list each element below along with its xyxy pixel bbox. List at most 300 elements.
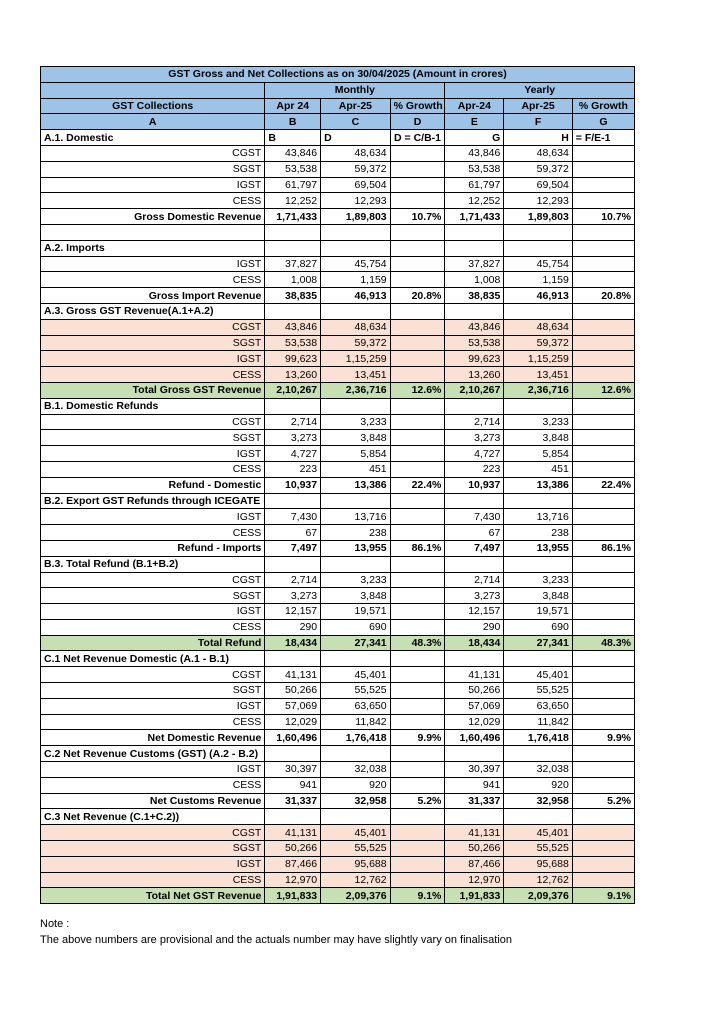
table-title: GST Gross and Net Collections as on 30/04/2025 (Amount in crores)	[41, 67, 635, 83]
growth-cell	[572, 335, 634, 351]
value-cell: 41,131	[265, 667, 321, 683]
table-row	[41, 193, 635, 209]
value-cell: 13,386	[321, 477, 391, 493]
growth-cell	[572, 525, 634, 541]
table-row	[41, 414, 635, 430]
row-label: CGST	[41, 667, 265, 683]
formula-cell	[445, 493, 504, 509]
growth-cell	[390, 145, 445, 161]
formula-cell	[390, 493, 445, 509]
value-cell: 1,15,259	[321, 351, 391, 367]
value-cell: 48,634	[321, 145, 391, 161]
row-label: Gross Domestic Revenue	[41, 209, 265, 225]
row-label: CESS	[41, 461, 265, 477]
value-cell: 32,958	[321, 793, 391, 809]
value-cell: 4,727	[265, 446, 321, 462]
growth-cell: 5.2%	[390, 793, 445, 809]
value-cell: 238	[504, 525, 572, 541]
formula-cell	[321, 303, 391, 319]
monthly-prev-header: Apr 24	[265, 98, 321, 114]
value-cell: 87,466	[265, 856, 321, 872]
row-label: SGST	[41, 841, 265, 857]
value-cell: 1,76,418	[321, 730, 391, 746]
value-cell: 67	[445, 525, 504, 541]
value-cell: 10,937	[445, 477, 504, 493]
growth-cell	[390, 319, 445, 335]
formula-cell	[321, 398, 391, 414]
value-cell: 7,497	[445, 540, 504, 556]
growth-cell	[390, 683, 445, 699]
growth-cell	[390, 335, 445, 351]
value-cell: 12,029	[265, 714, 321, 730]
formula-cell	[265, 746, 321, 762]
formula-cell	[265, 398, 321, 414]
growth-cell: 48.3%	[572, 635, 634, 651]
value-cell: 63,650	[321, 698, 391, 714]
section-header-row	[41, 240, 635, 256]
yearly-cur-header: Apr-25	[504, 98, 572, 114]
value-cell: 13,260	[445, 367, 504, 383]
growth-cell	[572, 604, 634, 620]
growth-cell	[390, 430, 445, 446]
value-cell: 2,09,376	[504, 888, 572, 904]
section-label: B.2. Export GST Refunds through ICEGATE	[41, 493, 265, 509]
value-cell: 3,233	[321, 572, 391, 588]
total-row	[41, 209, 635, 225]
value-cell: 2,714	[265, 572, 321, 588]
row-label: SGST	[41, 430, 265, 446]
value-cell: 41,131	[265, 825, 321, 841]
value-cell: 5,854	[321, 446, 391, 462]
table-row	[41, 335, 635, 351]
value-cell: 1,60,496	[445, 730, 504, 746]
formula-cell	[321, 240, 391, 256]
table-row	[41, 619, 635, 635]
value-cell: 53,538	[445, 161, 504, 177]
value-cell: 1,008	[265, 272, 321, 288]
section-label: B.3. Total Refund (B.1+B.2)	[41, 556, 265, 572]
value-cell: 1,159	[504, 272, 572, 288]
value-cell: 7,497	[265, 540, 321, 556]
row-label: CESS	[41, 872, 265, 888]
growth-cell	[390, 509, 445, 525]
value-cell: 38,835	[445, 288, 504, 304]
growth-cell: 9.1%	[572, 888, 634, 904]
value-cell: 53,538	[265, 161, 321, 177]
formula-cell	[445, 651, 504, 667]
growth-cell	[572, 461, 634, 477]
value-cell: 32,038	[504, 762, 572, 778]
row-label: SGST	[41, 588, 265, 604]
value-cell: 2,714	[445, 414, 504, 430]
total-row	[41, 288, 635, 304]
table-row	[41, 683, 635, 699]
section-label: A.1. Domestic	[41, 130, 265, 146]
value-cell: 45,401	[504, 825, 572, 841]
row-label: IGST	[41, 177, 265, 193]
formula-cell	[265, 493, 321, 509]
row-label: CGST	[41, 825, 265, 841]
growth-cell	[572, 572, 634, 588]
value-cell: 10,937	[265, 477, 321, 493]
growth-cell	[572, 856, 634, 872]
value-cell: 38,835	[265, 288, 321, 304]
growth-cell	[572, 825, 634, 841]
formula-cell	[390, 746, 445, 762]
formula-cell	[572, 746, 634, 762]
growth-cell: 9.1%	[390, 888, 445, 904]
row-label: IGST	[41, 698, 265, 714]
row-label: IGST	[41, 256, 265, 272]
value-cell: 30,397	[445, 762, 504, 778]
value-cell: 61,797	[445, 177, 504, 193]
value-cell: 1,91,833	[445, 888, 504, 904]
growth-cell	[390, 841, 445, 857]
value-cell: 57,069	[265, 698, 321, 714]
growth-cell	[572, 272, 634, 288]
value-cell: 290	[265, 619, 321, 635]
section-label: C.1 Net Revenue Domestic (A.1 - B.1)	[41, 651, 265, 667]
row-label: IGST	[41, 446, 265, 462]
monthly-group-header: Monthly	[265, 82, 445, 98]
growth-cell: 48.3%	[390, 635, 445, 651]
row-label	[41, 224, 265, 240]
formula-cell	[390, 651, 445, 667]
table-row	[41, 825, 635, 841]
table-row	[41, 145, 635, 161]
value-cell: 941	[445, 777, 504, 793]
row-label: CGST	[41, 572, 265, 588]
formula-cell	[572, 398, 634, 414]
section-header-row	[41, 493, 635, 509]
table-row	[41, 762, 635, 778]
growth-cell: 20.8%	[572, 288, 634, 304]
growth-cell	[572, 698, 634, 714]
value-cell: 59,372	[504, 335, 572, 351]
value-cell: 690	[504, 619, 572, 635]
row-label: SGST	[41, 683, 265, 699]
value-cell: 45,401	[321, 667, 391, 683]
formula-cell	[321, 651, 391, 667]
growth-cell	[572, 319, 634, 335]
value-cell: 13,716	[321, 509, 391, 525]
value-cell	[265, 224, 321, 240]
value-cell: 2,10,267	[445, 382, 504, 398]
table-row	[41, 446, 635, 462]
formula-cell	[504, 809, 572, 825]
value-cell: 50,266	[445, 841, 504, 857]
formula-cell: B	[265, 130, 321, 146]
growth-cell	[572, 667, 634, 683]
column-letter: C	[321, 114, 391, 130]
section-label: B.1. Domestic Refunds	[41, 398, 265, 414]
value-cell: 43,846	[265, 145, 321, 161]
value-cell: 12,157	[265, 604, 321, 620]
growth-cell	[572, 872, 634, 888]
growth-cell	[572, 414, 634, 430]
growth-cell	[572, 161, 634, 177]
value-cell: 31,337	[445, 793, 504, 809]
column-letter: F	[504, 114, 572, 130]
row-label: CGST	[41, 319, 265, 335]
growth-cell	[572, 619, 634, 635]
formula-cell	[265, 809, 321, 825]
growth-cell	[390, 604, 445, 620]
column-letter: G	[572, 114, 634, 130]
formula-cell	[265, 240, 321, 256]
growth-cell	[390, 367, 445, 383]
row-label: SGST	[41, 335, 265, 351]
value-cell: 290	[445, 619, 504, 635]
growth-cell	[572, 714, 634, 730]
formula-cell	[572, 809, 634, 825]
table-row	[41, 667, 635, 683]
growth-cell	[390, 256, 445, 272]
formula-cell	[504, 240, 572, 256]
value-cell: 59,372	[321, 335, 391, 351]
growth-cell	[572, 588, 634, 604]
value-cell: 2,09,376	[321, 888, 391, 904]
total-row	[41, 730, 635, 746]
row-label: IGST	[41, 351, 265, 367]
value-cell: 32,958	[504, 793, 572, 809]
growth-cell	[390, 446, 445, 462]
table-row	[41, 841, 635, 857]
growth-cell	[390, 698, 445, 714]
value-cell: 18,434	[445, 635, 504, 651]
formula-cell	[445, 398, 504, 414]
table-row	[41, 161, 635, 177]
column-letter-row	[41, 114, 635, 130]
monthly-growth-header: % Growth	[390, 98, 445, 114]
value-cell: 3,233	[504, 572, 572, 588]
value-cell: 13,386	[504, 477, 572, 493]
growth-cell	[390, 193, 445, 209]
value-cell: 37,827	[445, 256, 504, 272]
value-cell: 7,430	[445, 509, 504, 525]
value-cell: 2,36,716	[321, 382, 391, 398]
row-label: Total Refund	[41, 635, 265, 651]
value-cell: 41,131	[445, 825, 504, 841]
value-cell: 11,842	[504, 714, 572, 730]
value-cell: 1,89,803	[504, 209, 572, 225]
value-cell: 1,76,418	[504, 730, 572, 746]
formula-cell	[321, 746, 391, 762]
growth-cell: 20.8%	[390, 288, 445, 304]
growth-cell: 22.4%	[390, 477, 445, 493]
value-cell: 30,397	[265, 762, 321, 778]
row-label: CGST	[41, 145, 265, 161]
row-label: Refund - Imports	[41, 540, 265, 556]
value-cell: 238	[321, 525, 391, 541]
footnote	[40, 916, 512, 948]
value-cell: 27,341	[504, 635, 572, 651]
value-cell: 43,846	[445, 319, 504, 335]
formula-cell	[504, 651, 572, 667]
value-cell: 55,525	[504, 841, 572, 857]
growth-cell: 9.9%	[572, 730, 634, 746]
formula-cell	[445, 556, 504, 572]
growth-cell: 10.7%	[572, 209, 634, 225]
value-cell: 2,10,267	[265, 382, 321, 398]
value-cell: 1,159	[321, 272, 391, 288]
formula-cell	[445, 303, 504, 319]
growth-cell	[390, 762, 445, 778]
formula-cell	[572, 493, 634, 509]
value-cell: 50,266	[445, 683, 504, 699]
row-label: Total Net GST Revenue	[41, 888, 265, 904]
value-cell: 12,029	[445, 714, 504, 730]
formula-cell	[445, 240, 504, 256]
row-label: Net Domestic Revenue	[41, 730, 265, 746]
value-cell: 7,430	[265, 509, 321, 525]
section-header-row	[41, 398, 635, 414]
value-cell: 12,293	[504, 193, 572, 209]
growth-cell	[390, 351, 445, 367]
growth-cell	[572, 224, 634, 240]
value-cell: 55,525	[504, 683, 572, 699]
section-header-row	[41, 746, 635, 762]
growth-cell: 10.7%	[390, 209, 445, 225]
row-label: Refund - Domestic	[41, 477, 265, 493]
value-cell: 451	[321, 461, 391, 477]
value-cell: 12,293	[321, 193, 391, 209]
growth-cell: 5.2%	[572, 793, 634, 809]
value-cell: 1,008	[445, 272, 504, 288]
value-cell: 1,71,433	[265, 209, 321, 225]
growth-cell: 12.6%	[572, 382, 634, 398]
growth-cell	[572, 683, 634, 699]
table-row	[41, 856, 635, 872]
formula-cell	[390, 240, 445, 256]
value-cell: 12,252	[265, 193, 321, 209]
value-cell: 920	[504, 777, 572, 793]
value-cell: 13,955	[321, 540, 391, 556]
yearly-growth-header: % Growth	[572, 98, 634, 114]
value-cell: 13,260	[265, 367, 321, 383]
value-cell: 67	[265, 525, 321, 541]
value-cell: 1,89,803	[321, 209, 391, 225]
table-row	[41, 714, 635, 730]
value-cell: 63,650	[504, 698, 572, 714]
section-header-row	[41, 809, 635, 825]
total-row	[41, 635, 635, 651]
table-row	[41, 777, 635, 793]
column-letter: B	[265, 114, 321, 130]
formula-cell	[572, 651, 634, 667]
value-cell: 69,504	[504, 177, 572, 193]
value-cell: 920	[321, 777, 391, 793]
spacer-row	[41, 224, 635, 240]
value-cell: 48,634	[504, 145, 572, 161]
table-row	[41, 604, 635, 620]
table-row	[41, 272, 635, 288]
value-cell: 12,970	[265, 872, 321, 888]
growth-cell	[572, 762, 634, 778]
table-row	[41, 461, 635, 477]
formula-cell	[265, 556, 321, 572]
row-label: SGST	[41, 161, 265, 177]
value-cell: 50,266	[265, 683, 321, 699]
value-cell: 48,634	[321, 319, 391, 335]
growth-cell	[390, 872, 445, 888]
value-cell: 45,401	[504, 667, 572, 683]
formula-cell: = F/E-1	[572, 130, 634, 146]
table-row	[41, 872, 635, 888]
row-label: CGST	[41, 414, 265, 430]
note-text: The above numbers are provisional and the actuals number may have slightly vary on finalisation	[40, 934, 513, 946]
table-row	[41, 588, 635, 604]
value-cell: 223	[265, 461, 321, 477]
growth-cell	[572, 177, 634, 193]
value-cell: 53,538	[265, 335, 321, 351]
total-row	[41, 382, 635, 398]
row-label: CESS	[41, 367, 265, 383]
row-label: IGST	[41, 604, 265, 620]
growth-cell: 86.1%	[390, 540, 445, 556]
formula-cell: H	[504, 130, 572, 146]
section-label: C.3 Net Revenue (C.1+C.2))	[41, 809, 265, 825]
growth-cell	[390, 777, 445, 793]
growth-cell	[390, 272, 445, 288]
formula-cell	[390, 398, 445, 414]
value-cell: 223	[445, 461, 504, 477]
value-cell: 13,955	[504, 540, 572, 556]
value-cell: 32,038	[321, 762, 391, 778]
value-cell: 3,273	[265, 430, 321, 446]
value-cell: 61,797	[265, 177, 321, 193]
total-row	[41, 793, 635, 809]
value-cell: 2,714	[265, 414, 321, 430]
value-cell: 95,688	[504, 856, 572, 872]
row-label: CESS	[41, 525, 265, 541]
value-cell: 5,854	[504, 446, 572, 462]
growth-cell	[390, 414, 445, 430]
value-cell: 13,451	[321, 367, 391, 383]
value-cell: 37,827	[265, 256, 321, 272]
value-cell: 3,233	[321, 414, 391, 430]
row-label: IGST	[41, 509, 265, 525]
formula-cell	[445, 746, 504, 762]
collections-header: GST Collections	[41, 98, 265, 114]
column-header-row	[41, 98, 635, 114]
column-letter: E	[445, 114, 504, 130]
group-header-row	[41, 82, 635, 98]
value-cell: 41,131	[445, 667, 504, 683]
formula-cell	[572, 556, 634, 572]
value-cell: 59,372	[321, 161, 391, 177]
value-cell: 12,762	[321, 872, 391, 888]
formula-cell	[504, 556, 572, 572]
value-cell: 1,15,259	[504, 351, 572, 367]
row-label: IGST	[41, 762, 265, 778]
growth-cell	[572, 509, 634, 525]
table-row	[41, 177, 635, 193]
table-row	[41, 430, 635, 446]
value-cell: 3,848	[504, 430, 572, 446]
value-cell: 12,970	[445, 872, 504, 888]
growth-cell	[572, 351, 634, 367]
growth-cell	[572, 256, 634, 272]
section-label: A.3. Gross GST Revenue(A.1+A.2)	[41, 303, 265, 319]
value-cell: 690	[321, 619, 391, 635]
note-heading: Note :	[40, 918, 70, 930]
value-cell: 19,571	[321, 604, 391, 620]
value-cell: 12,252	[445, 193, 504, 209]
value-cell: 45,754	[321, 256, 391, 272]
growth-cell	[390, 856, 445, 872]
row-label: Net Customs Revenue	[41, 793, 265, 809]
